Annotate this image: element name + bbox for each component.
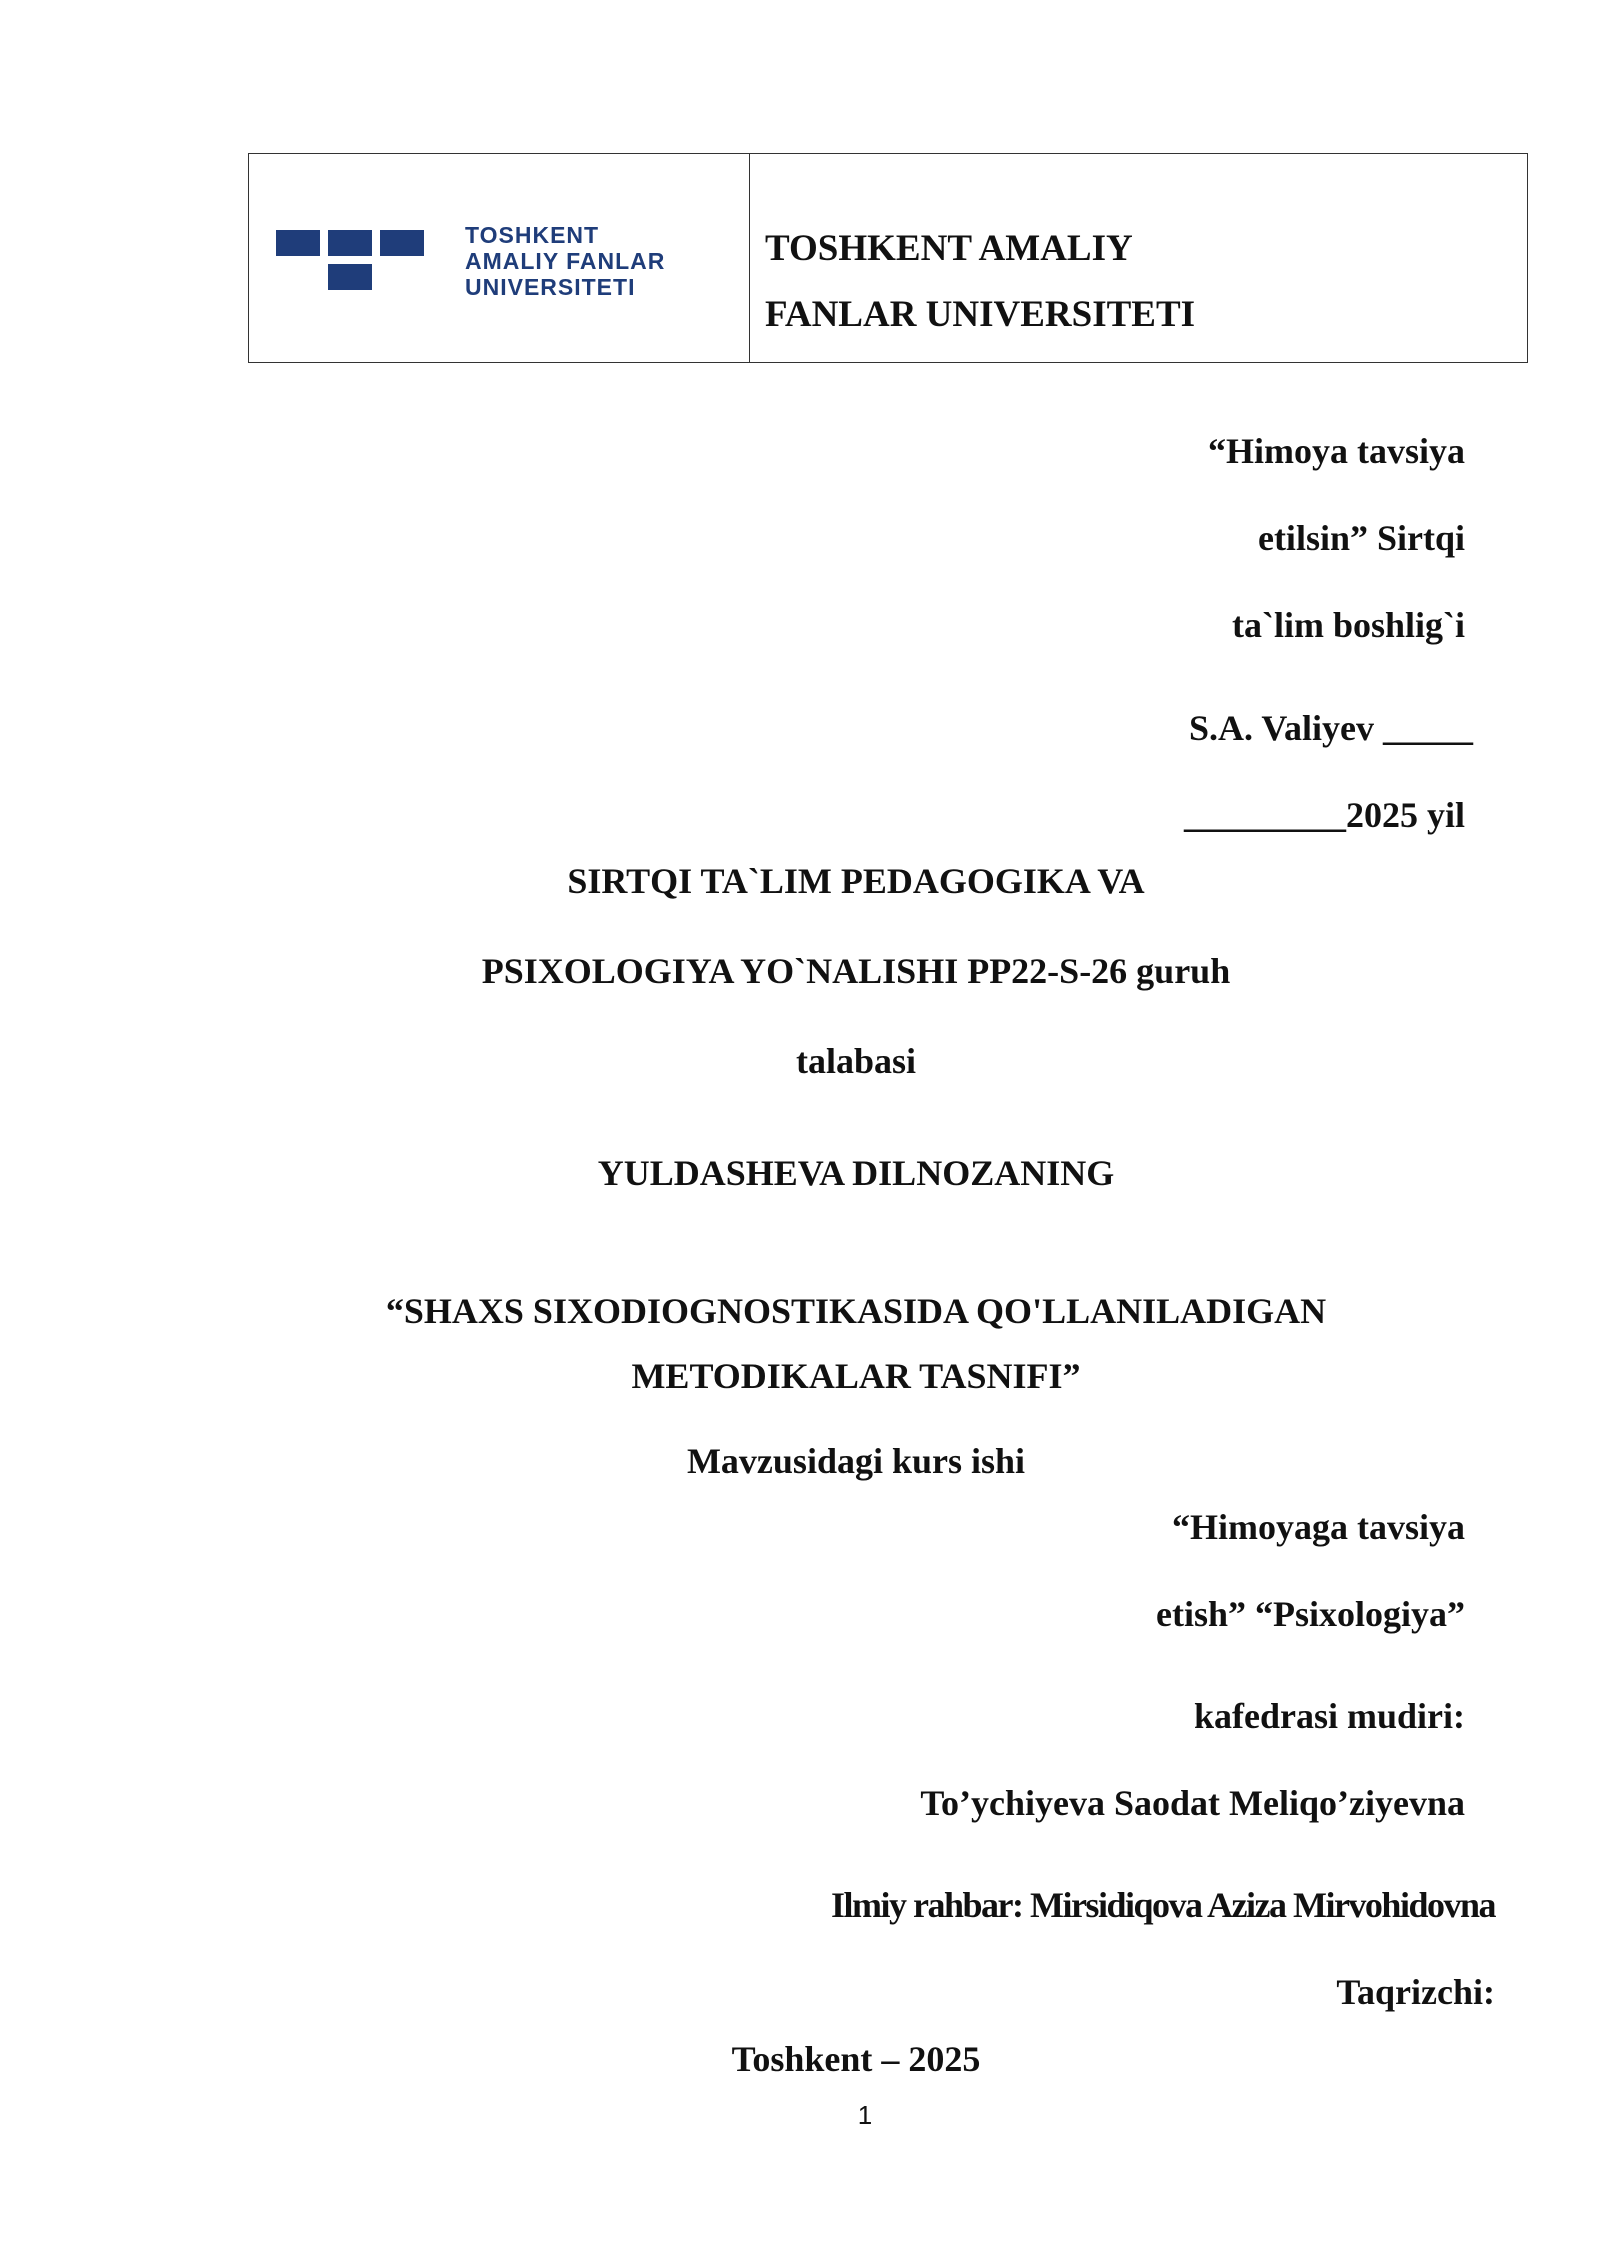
topic-line1: “SHAXS SIXODIOGNOSTIKASIDA QO'LLANILADIGAN	[385, 1291, 1327, 1331]
logo-text-line: TOSHKENT	[465, 222, 600, 248]
approval-top-line1: “Himoya tavsiya	[1208, 431, 1465, 471]
approval-bottom-head-name: To’ychiyeva Saodat Meliqo’ziyevna	[920, 1783, 1465, 1823]
university-name-cell	[750, 154, 1527, 362]
student-name: YULDASHEVA DILNOZANING	[597, 1153, 1115, 1193]
student-line1: SIRTQI TA`LIM PEDAGOGIKA VA	[567, 861, 1145, 901]
header-table	[248, 153, 1528, 363]
student-line2: PSIXOLOGIYA YO`NALISHI PP22-S-26 guruh	[481, 951, 1231, 991]
logo-text-line: AMALIY FANLAR	[465, 248, 666, 274]
reviewer-line: Taqrizchi:	[1336, 1972, 1495, 2012]
logo-text-line: UNIVERSITETI	[465, 274, 636, 300]
approval-top-line3: ta`lim boshlig`i	[1231, 605, 1465, 645]
approval-top-signature: S.A. Valiyev _____	[1188, 708, 1473, 748]
logo-cell	[249, 154, 750, 362]
approval-bottom-line1: “Himoyaga tavsiya	[1172, 1507, 1465, 1547]
logo-text	[465, 222, 665, 300]
topic-line3: Mavzusidagi kurs ishi	[686, 1441, 1026, 1481]
university-name-line2: FANLAR UNIVERSITETI	[765, 294, 1196, 335]
university-logo-icon	[276, 230, 426, 300]
approval-top-date: _________2025 yil	[1183, 795, 1465, 835]
student-line3: talabasi	[795, 1041, 917, 1081]
approval-bottom-line2: etish” “Psixologiya”	[1155, 1594, 1465, 1634]
approval-top-line2: etilsin” Sirtqi	[1257, 518, 1465, 558]
university-name-line1: TOSHKENT AMALIY	[765, 228, 1133, 269]
approval-bottom-line3: kafedrasi mudiri:	[1193, 1696, 1465, 1736]
supervisor-line: Ilmiy rahbar: Mirsidiqova Aziza Mirvohidovna	[830, 1885, 1495, 1925]
topic-line2: METODIKALAR TASNIFI”	[631, 1356, 1081, 1396]
city-year: Toshkent – 2025	[731, 2039, 981, 2079]
page-number: 1	[857, 2100, 873, 2130]
